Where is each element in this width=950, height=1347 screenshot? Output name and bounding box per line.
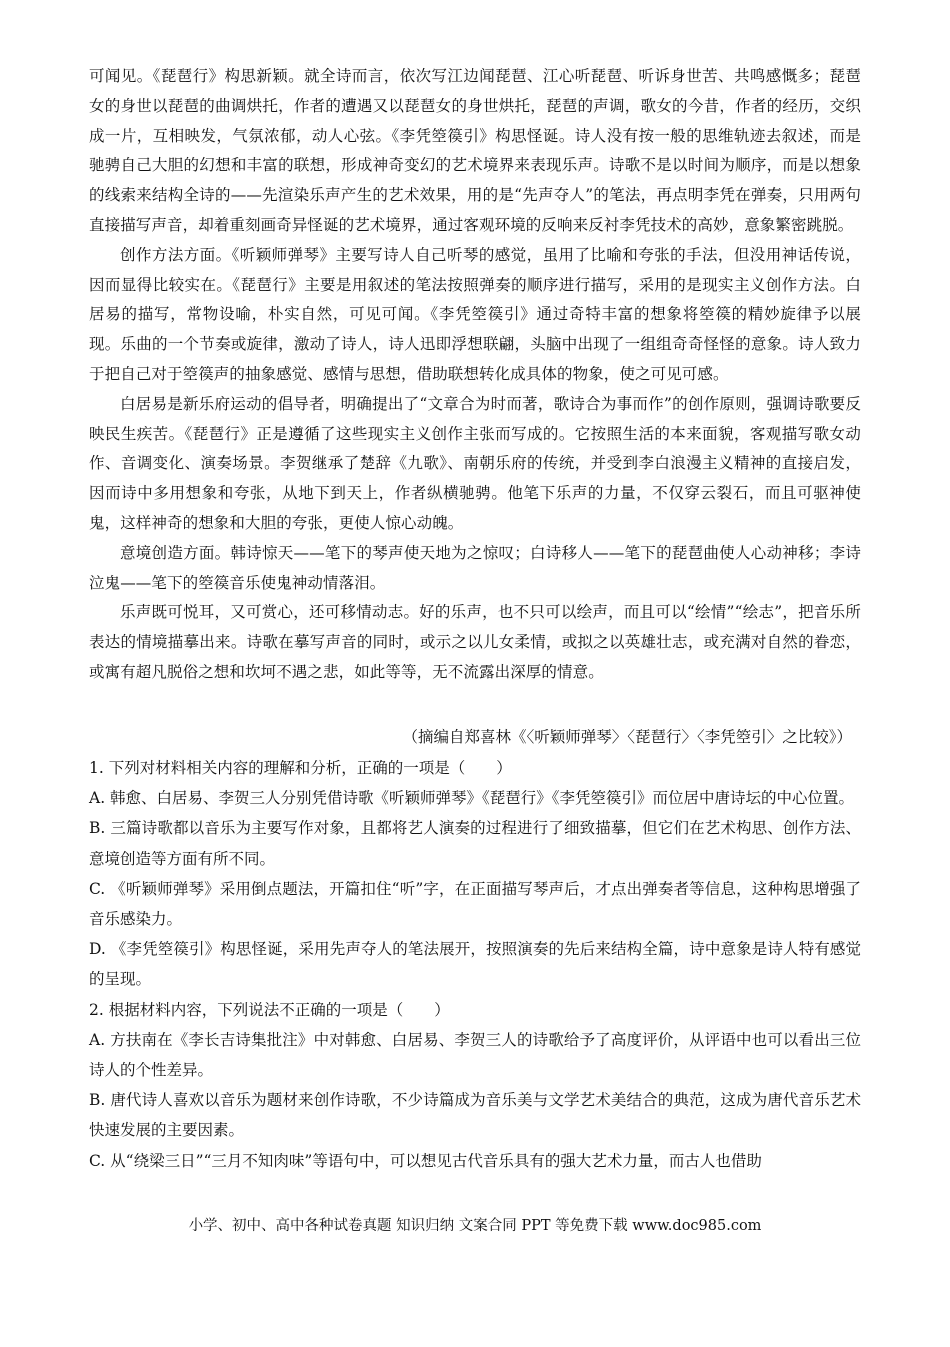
question-1-option-b: B. 三篇诗歌都以音乐为主要写作对象，且都将艺人演奏的过程进行了细致描摹，但它们在艺术构思、创作方法、意境创造等方面有所不同。 xyxy=(89,819,861,868)
passage-paragraph-1: 可闻见。《琵琶行》构思新颖。就全诗而言，依次写江边闻琵琶、江心听琵琶、听诉身世苦、共鸣感慨多；琵琶女的身世以琵琶的曲调烘托，作者的遭遇又以琵琶女的身世烘托，琵琶的声调，歌女的今昔，作者的经历，交织成一片，互相映发，气氛浓郁，动人心弦。《李凭箜篌引》构思怪诞。诗人没有按一般的思维轨迹去叙述，而是驰骋自己大胆的幻想和丰富的联想，形成神奇变幻的艺术境界来表现乐声。诗歌不是以时间为顺序，而是以想象的线索来结构全诗的——先渲染乐声产生的艺术效果，用的是“先声夺人”的笔法，再点明李凭在弹奏，只用两句直接描写声音，却着重刻画奇异怪诞的艺术境界，通过客观环境的反响来反衬李凭技术的高妙，意象繁密跳脱。 xyxy=(89,67,861,234)
page-footer: 小学、初中、高中各种试卷真题 知识归纳 文案合同 PPT 等免费下载 www.doc985.com xyxy=(188,1218,762,1234)
passage-paragraph-4: 意境创造方面。韩诗惊天——笔下的琴声使天地为之惊叹；白诗移人——笔下的琵琶曲使人心动神移；李诗泣鬼——笔下的箜篌音乐使鬼神动情落泪。 xyxy=(89,543,861,592)
question-list xyxy=(89,753,861,1176)
question-2-option-b: B. 唐代诗人喜欢以音乐为题材来创作诗歌，不少诗篇成为音乐美与文学艺术美结合的典范，这成为唐代音乐艺术快速发展的主要因素。 xyxy=(89,1091,861,1140)
question-2-stem: 2. 根据材料内容，下列说法不正确的一项是（ ） xyxy=(89,1000,450,1019)
passage-paragraph-2: 创作方法方面。《听颖师弹琴》主要写诗人自己听琴的感觉，虽用了比喻和夸张的手法，但没用神话传说，因而显得比较实在。《琵琶行》主要是用叙述的笔法按照弹奏的顺序进行描写，采用的是现实主义创作方法。白居易的描写，常物设喻，朴实自然，可见可闻。《李凭箜篌引》通过奇特丰富的想象将箜篌的精妙旋律予以展现。乐曲的一个节奏或旋律，激动了诗人，诗人迅即浮想联翩，头脑中出现了一组组奇奇怪怪的意象。诗人致力于把自己对于箜篌声的抽象感觉、感情与思想，借助联想转化成具体的物象，使之可见可感。 xyxy=(89,245,861,383)
question-1-option-c: C. 《听颖师弹琴》采用倒点题法，开篇扣住“听”字，在正面描写琴声后，才点出弹奏者等信息，这种构思增强了音乐感染力。 xyxy=(89,879,861,929)
question-1-option-d: D. 《李凭箜篌引》构思怪诞，采用先声夺人的笔法展开，按照演奏的先后来结构全篇，诗中意象是诗人特有感觉的呈现。 xyxy=(89,940,861,989)
question-2-option-c: C. 从“绕梁三日”“三月不知肉味”等语句中，可以想见古代音乐具有的强大艺术力量，而古人也借助 xyxy=(89,1151,762,1170)
passage-source: （摘编自郑喜林《〈听颖师弹琴〉〈琵琶行〉〈李凭箜引〉之比较》） xyxy=(402,728,852,746)
reading-passage xyxy=(89,62,861,688)
question-2-option-a: A. 方扶南在《李长吉诗集批注》中对韩愈、白居易、李贺三人的诗歌给予了高度评价，从评语中也可以看出三位诗人的个性差异。 xyxy=(89,1030,861,1080)
question-1-stem: 1. 下列对材料相关内容的理解和分析，正确的一项是（ ） xyxy=(89,759,512,777)
passage-paragraph-3: 白居易是新乐府运动的倡导者，明确提出了“文章合为时而著，歌诗合为事而作”的创作原则，强调诗歌要反映民生疾苦。《琵琶行》正是遵循了这些现实主义创作主张而写成的。它按照生活的本来面貌，客观描写歌女动作、音调变化、演奏场景。李贺继承了楚辞《九歌》、南朝乐府的传统，并受到李白浪漫主义精神的直接启发，因而诗中多用想象和夸张，从地下到天上，作者纵横驰骋。他笔下乐声的力量，不仅穿云裂石，而且可驱神使鬼，这样神奇的想象和大胆的夸张，更使人惊心动魄。 xyxy=(89,394,861,532)
passage-paragraph-5: 乐声既可悦耳，又可赏心，还可移情动志。好的乐声，也不只可以绘声，而且可以“绘情”“绘志”，把音乐所表达的情境描摹出来。诗歌在摹写声音的同时，或示之以儿女柔情，或拟之以英雄壮志，或充满对自然的眷恋，或寓有超凡脱俗之想和坎坷不遇之悲，如此等等，无不流露出深厚的情意。 xyxy=(89,603,861,681)
question-1-option-a: A. 韩愈、白居易、李贺三人分别凭借诗歌《听颖师弹琴》《琵琶行》《李凭箜篌引》而位居中唐诗坛的中心位置。 xyxy=(89,789,855,808)
